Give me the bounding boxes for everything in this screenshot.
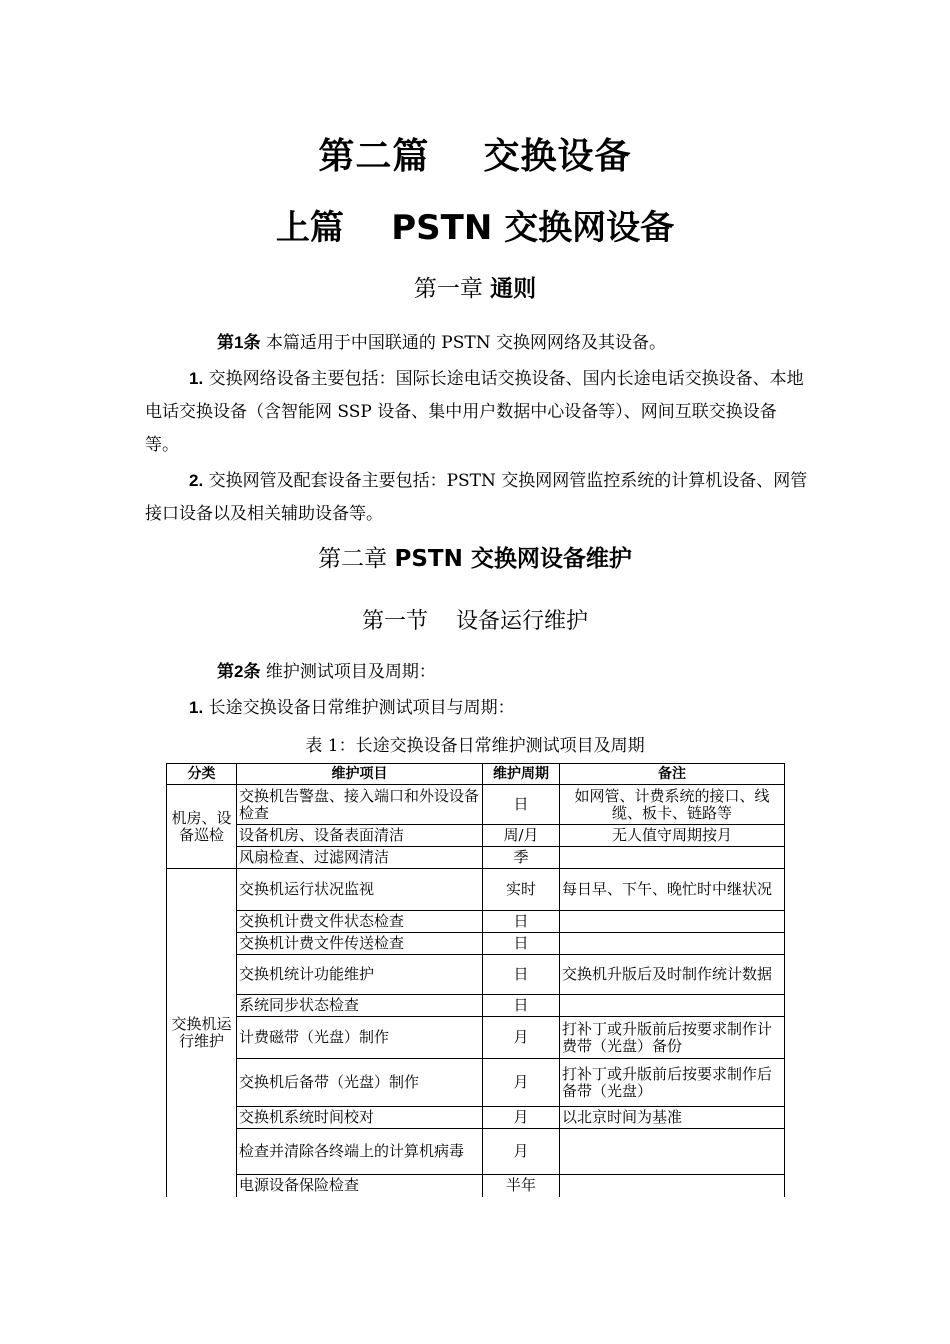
item-cell: 交换机后备带（光盘）制作 [237, 1059, 483, 1107]
table-row [167, 995, 785, 1017]
note-cell: 每日早、下午、晚忙时中继状况 [560, 869, 785, 911]
note-cell [560, 1129, 785, 1175]
cycle-cell: 日 [483, 785, 560, 825]
table-row [167, 825, 785, 847]
note-cell: 打补丁或升版前后按要求制作后备带（光盘） [560, 1059, 785, 1107]
chapter-1-heading [0, 270, 950, 303]
sub-part-title: 上篇 PSTN 交换网设备 [275, 208, 675, 248]
table-row [167, 1017, 785, 1059]
item-number: 1. [189, 369, 204, 388]
header-note: 备注 [560, 764, 785, 785]
item-text: 长途交换设备日常维护测试项目与周期： [208, 698, 515, 718]
cycle-cell: 月 [483, 1017, 560, 1059]
item-cell: 交换机系统时间校对 [237, 1107, 483, 1129]
header-item: 维护项目 [237, 764, 483, 785]
article-1-text: 本篇适用于中国联通的 PSTN 交换网网络及其设备。 [265, 333, 666, 353]
item-cell: 系统同步状态检查 [237, 995, 483, 1017]
part-title: 第二篇 交换设备 [318, 136, 632, 177]
article-2-item-1 [145, 691, 810, 725]
item-cell: 检查并清除各终端上的计算机病毒 [237, 1129, 483, 1175]
item-cell: 交换机计费文件状态检查 [237, 911, 483, 933]
article-2-text: 维护测试项目及周期： [265, 662, 436, 682]
note-cell [560, 933, 785, 955]
cycle-cell: 月 [483, 1129, 560, 1175]
article-1-item-1 [145, 362, 810, 462]
item-text: 交换网管及配套设备主要包括：PSTN 交换网网管监控系统的计算机设备、网管接口设备以及相关辅助设备等。 [145, 471, 808, 524]
chapter-1-prefix: 第一章 [413, 276, 483, 302]
item-cell: 交换机统计功能维护 [237, 955, 483, 995]
category-cell: 机房、设 备巡检 [167, 785, 237, 869]
item-cell: 交换机运行状况监视 [237, 869, 483, 911]
table-header-row [167, 764, 785, 785]
cycle-cell: 月 [483, 1107, 560, 1129]
note-cell [560, 911, 785, 933]
article-1 [145, 326, 810, 360]
item-number: 1. [189, 698, 204, 717]
cycle-cell: 日 [483, 955, 560, 995]
item-cell: 设备机房、设备表面清洁 [237, 825, 483, 847]
table-row [167, 1129, 785, 1175]
note-cell: 无人值守周期按月 [560, 825, 785, 847]
article-2-label: 第2条 [217, 662, 261, 681]
header-cycle: 维护周期 [483, 764, 560, 785]
chapter-2-heading [0, 540, 950, 573]
cycle-cell: 日 [483, 911, 560, 933]
cycle-cell: 实时 [483, 869, 560, 911]
article-1-label: 第1条 [217, 333, 261, 352]
note-cell [560, 995, 785, 1017]
cycle-cell: 日 [483, 995, 560, 1017]
item-cell: 交换机计费文件传送检查 [237, 933, 483, 955]
item-text: 交换网络设备主要包括：国际长途电话交换设备、国内长途电话交换设备、本地电话交换设备（含智能网 SSP 设备、集中用户数据中心设备等）、网间互联交换设备等。 [145, 369, 804, 455]
item-cell: 风扇检查、过滤网清洁 [237, 847, 483, 869]
table-caption: 表 1：长途交换设备日常维护测试项目及周期 [305, 736, 645, 756]
table-row [167, 1107, 785, 1129]
chapter-1-name: 通则 [490, 276, 537, 302]
section-1-heading: 第一节 设备运行维护 [362, 609, 588, 634]
table-row [167, 869, 785, 911]
cycle-cell: 周/月 [483, 825, 560, 847]
table-row [167, 785, 785, 825]
table-row [167, 1059, 785, 1107]
article-1-item-2 [145, 464, 810, 531]
chapter-2-prefix: 第二章 [318, 546, 388, 572]
table-row [167, 955, 785, 995]
item-number: 2. [189, 471, 204, 490]
note-cell: 如网管、计费系统的接口、线缆、板卡、链路等 [560, 785, 785, 825]
note-cell: 交换机升版后及时制作统计数据 [560, 955, 785, 995]
chapter-2-name: PSTN 交换网设备维护 [394, 546, 632, 572]
cycle-cell: 半年 [483, 1175, 560, 1197]
table-row [167, 847, 785, 869]
cycle-cell: 月 [483, 1059, 560, 1107]
note-cell: 打补丁或升版前后按要求制作计费带（光盘）备份 [560, 1017, 785, 1059]
item-cell: 电源设备保险检查 [237, 1175, 483, 1197]
table-row [167, 933, 785, 955]
note-cell [560, 1175, 785, 1197]
cycle-cell: 日 [483, 933, 560, 955]
article-2 [145, 655, 810, 689]
table-row [167, 1175, 785, 1197]
maintenance-table [166, 763, 785, 1197]
item-cell: 交换机告警盘、接入端口和外设设备检查 [237, 785, 483, 825]
header-category: 分类 [167, 764, 237, 785]
category-cell: 交换机运行维护 [167, 869, 237, 1197]
table-row [167, 911, 785, 933]
item-cell: 计费磁带（光盘）制作 [237, 1017, 483, 1059]
note-cell [560, 847, 785, 869]
cycle-cell: 季 [483, 847, 560, 869]
note-cell: 以北京时间为基准 [560, 1107, 785, 1129]
